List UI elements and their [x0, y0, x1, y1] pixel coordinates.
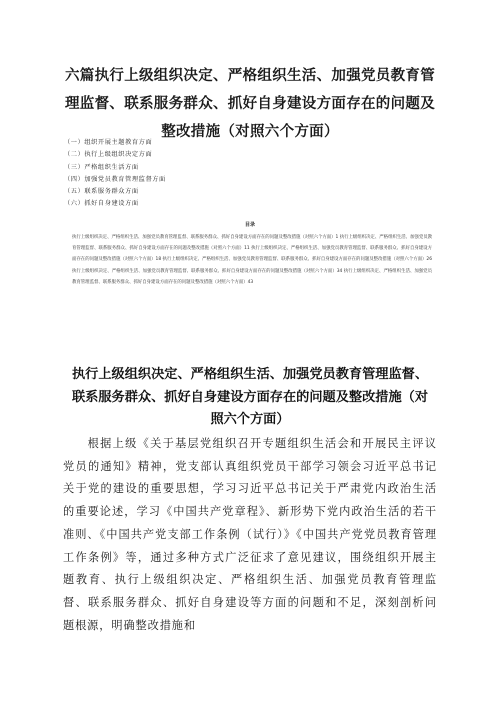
outline-item: （二）执行上级组织决定方面	[64, 151, 153, 159]
toc-heading: 目录	[244, 222, 255, 228]
document-title: 六篇执行上级组织决定、严格组织生活、加强党员教育管理监督、联系服务群众、抓好自身建设方面存在的问题及整改措施（对照六个方面）	[65, 68, 435, 140]
section-title: 执行上级组织决定、严格组织生活、加强党员教育管理监督、联系服务群众、抓好自身建设方面存在的问题及整改措施（对照六个方面）	[71, 367, 429, 427]
table-of-contents: 执行上级组织决定、严格组织生活、加强党员教育管理监督、联系服务群众、抓好自身建设方面存在的问题及整改措施（对照六个方面）1 执行上级组织决定、严格组织生活、加强党员教育管理监督、联系服务群众、抓好自身建设方面存在的问题及整改措施（对照六个方面）11 执行上级组织决定、严格组织生活、加强党员教育管理监督、联系服务群众、抓好自身建设方面存在的问题及整改措施（对照六个方面）18 执行上级组织决定、严格组织生活、加强党员教育管理监督、联系服务群众、抓好自身建设方面存在的问题及整改措施（对照六个方面）26 执行上级组织决定、严格组织生活、加强党员教育管理监督、联系服务群众、抓好自身建设方面存在的问题及整改措施（对照六个方面）34 执行上级组织决定、严格组织生活、加强党员教育管理监督、联系服务群众、抓好自身建设方面存在的问题及整改措施（对照六个方面）43	[72, 235, 432, 285]
outline-item: （五）联系服务群众方面	[64, 188, 139, 196]
outline-item: （一）组织开展主题教育方面	[64, 139, 153, 146]
body-paragraph: 根据上级《关于基层党组织召开专题组织生活会和开展民主评议党员的通知》精神，党支部认真组织党员干部学习领会习近平总书记关于党的建设的重要思想，学习习近平总书记关于严肃党内政治生活的重要论述，学习《中国共产党章程》、新形势下党内政治生活的若干准则、《中国共产党支部工作条例（试行）》《中国共产党党员教育管理工作条例》等，通过多种方式广泛征求了意见建议，围绕组织开展主题教育、执行上级组织决定、严格组织生活、加强党员教育管理监督、联系服务群众、抓好自身建设等方面的问题和不足，深刻剖析问题根源，明确整改措施和	[63, 437, 437, 632]
outline-item: （四）加强党员教育管理监督方面	[64, 175, 166, 183]
outline-item: （三）严格组织生活方面	[64, 163, 139, 171]
outline-item: （六）抓好自身建设方面	[64, 200, 139, 208]
outline-list	[64, 137, 166, 211]
